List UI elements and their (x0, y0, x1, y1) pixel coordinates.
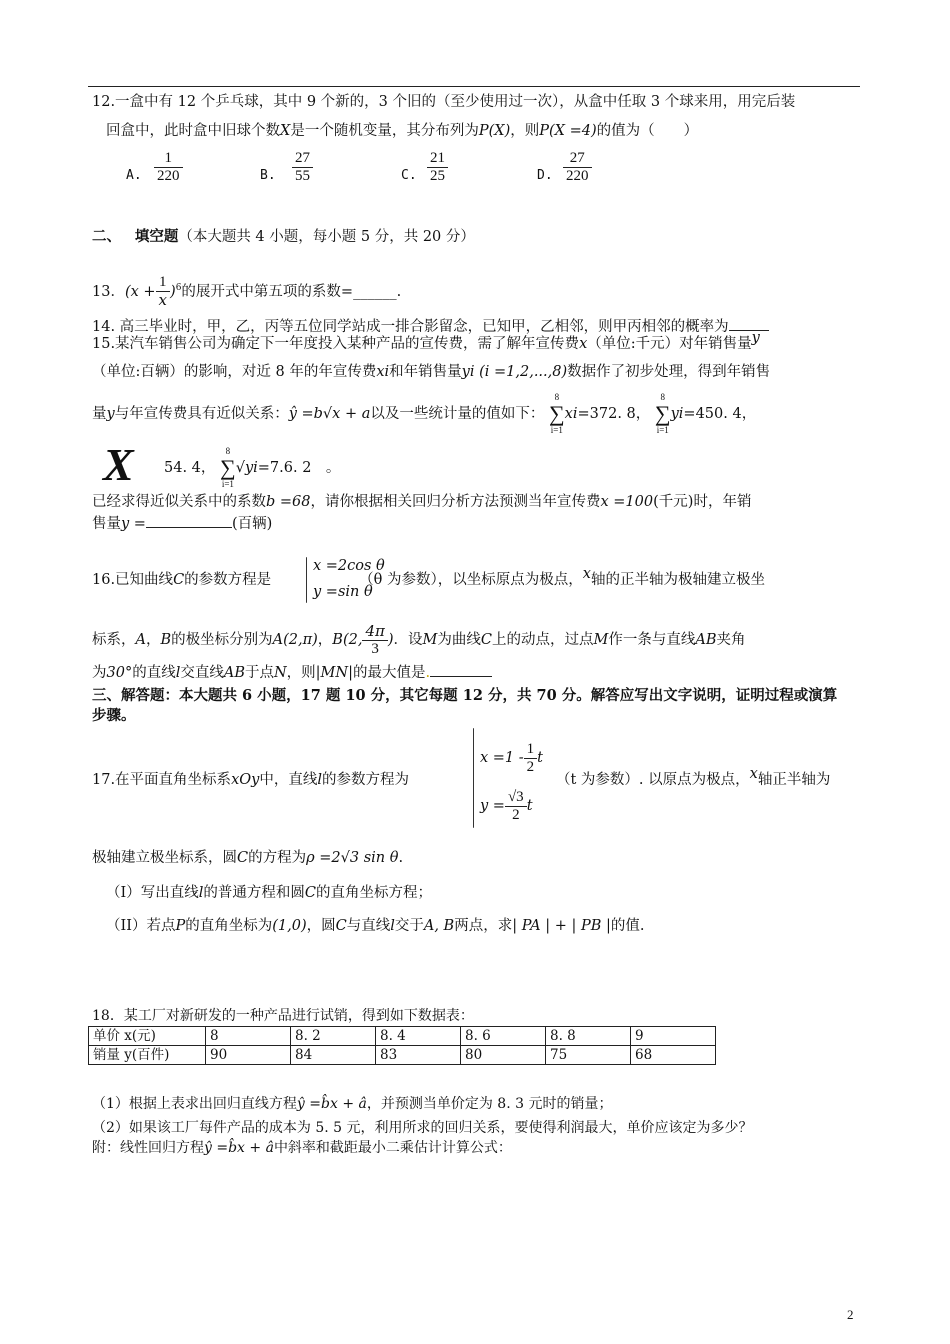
q12-line2: 回盒中，此时盒中旧球个数X是一个随机变量，其分布列为P(X)，则P(X =4)的值为（ ） (106, 123, 699, 139)
q14-answer-blank[interactable] (729, 316, 769, 331)
q15-line2: （单位:百辆）的影响，对近 8 年的年宣传费xi和年销售量yi (i =1,2,...,8)数据作了初步处理，得到年销售 (92, 364, 771, 380)
q16-line3: 为30°的直线l交直线AB于点N，则|MN|的最大值是. (92, 662, 492, 683)
q17-line1a: 17.在平面直角坐标系xOy中，直线l的参数方程为 (92, 772, 409, 788)
table-cell: 84 (291, 1046, 376, 1065)
table-cell: 9 (631, 1027, 716, 1046)
table-cell: 8. 6 (461, 1027, 546, 1046)
section3-heading-line1: 三、解答题：本大题共 6 小题，17 题 10 分，其它每题 12 分，共 70 分。解答应写出文字说明，证明过程或演算 (92, 687, 838, 704)
q16-answer-blank[interactable] (430, 662, 492, 677)
q15-line3: 量y与年宣传费具有近似关系：ŷ =b√x + a以及一些统计量的值如下： 8 ∑ i=1 xi=372. 8， 8 ∑ i=1 yi=450. 4， (92, 392, 757, 435)
table-cell: 80 (461, 1046, 546, 1065)
table-cell: 销量 y(百件) (89, 1046, 206, 1065)
table-cell: 8. 8 (546, 1027, 631, 1046)
q17-system-eq2: y = $\frac{√3}{2}$ t (480, 788, 533, 823)
q18-data-table (88, 1026, 716, 1065)
q16-system-eq1: x =2cos θ (313, 558, 385, 574)
q15-line6: 售量y = (百辆) (92, 513, 272, 534)
table-cell: 8. 4 (376, 1027, 461, 1046)
q17-line1b: （t 为参数）. 以原点为极点，x轴正半轴为 (556, 766, 831, 788)
table-cell: 68 (631, 1046, 716, 1065)
table-cell: 8 (206, 1027, 291, 1046)
q18-part2: （2）如果该工厂每件产品的成本为 5. 5 元，利用所求的回归关系，要使得利润最大，单价应该定为多少？ (92, 1120, 753, 1136)
q13-line: 13．(x + $\frac{1}{x}$ )$^6$的展开式中第五项的系数=______. (92, 274, 402, 310)
q17-line2: 极轴建立极坐标系，圆C的方程为ρ =2√3 sin θ. (92, 850, 404, 866)
table-row (89, 1046, 716, 1065)
table-cell: 75 (546, 1046, 631, 1065)
table-cell: 8. 2 (291, 1027, 376, 1046)
sum-symbol: 8 ∑ i=1 (654, 392, 671, 435)
q18-intro: 18．某工厂对新研发的一种产品进行试销，得到如下数据表： (92, 1008, 474, 1024)
big-x-symbol: X (103, 439, 134, 490)
q15-line5: 已经求得近似关系中的系数b =68，请你根据相关回归分析方法预测当年宣传费x =100(千元)时，年销 (92, 494, 752, 510)
q17-brace (473, 728, 474, 828)
q17-part2: （II）若点P的直角坐标为(1,0)，圆C与直线l交于A, B两点，求| PA | + | PB |的值. (106, 918, 645, 934)
page-number: 2 (847, 1307, 854, 1322)
table-cell: 90 (206, 1046, 291, 1065)
sum-symbol: 8 ∑ i=1 (548, 392, 565, 435)
q15-line1: 15.某汽车销售公司为确定下一年度投入某种产品的宣传费，需了解年宣传费x（单位:千元）对年销售量y (92, 330, 760, 352)
q14-line: 14. 高三毕业时，甲，乙，丙等五位同学站成一排合影留念，已知甲，乙相邻，则甲丙相邻的概率为 (92, 316, 769, 337)
table-cell: 83 (376, 1046, 461, 1065)
section2-heading: 二、 填空题（本大题共 4 小题，每小题 5 分，共 20 分） (92, 228, 475, 245)
q16-line2: 标系，A，B的极坐标分别为A(2,π)，B(2, $\frac{4\pi}{3}$ )．设M为曲线C上的动点，过点M作一条与直线AB夹角 (92, 621, 746, 657)
q12-line1: 12.一盒中有 12 个乒乓球，其中 9 个新的，3 个旧的（至少使用过一次），从盒中任取 3 个球来用，用完后装 (92, 94, 796, 110)
section3-heading-line2: 步骤。 (92, 707, 136, 724)
q18-appendix: 附：线性回归方程ŷ =b̂x + â中斜率和截距最小二乘估计计算公式： (92, 1140, 512, 1156)
q16-system-eq2: y =sin θ (313, 584, 373, 600)
q15-answer-blank[interactable] (146, 513, 232, 528)
sum-symbol: 8 ∑ i=1 (220, 446, 236, 489)
q18-part1: （1）根据上表求出回归直线方程ŷ =b̂x + â，并预测当单价定为 8. 3 元时的销量； (92, 1096, 613, 1112)
header-rule (88, 86, 860, 87)
q17-part1: （I）写出直线l的普通方程和圆C的直角坐标方程； (106, 885, 432, 901)
q16-line1: 16.已知曲线C的参数方程是 （θ 为参数），以坐标原点为极点，x轴的正半轴为极轴建立极坐 (92, 566, 765, 588)
table-cell: 单价 x(元) (89, 1027, 206, 1046)
exam-page: 12.一盒中有 12 个乒乓球，其中 9 个新的，3 个旧的（至少使用过一次），从盒中任取 3 个球来用，用完后装 回盒中，此时盒中旧球个数X是一个随机变量，其分布列为P(X)，则P(X =4)的值为（ ） A. $\frac{1}{220}$ B. $\frac{27}{55}$ C. $\frac{21}{25}$ D. $\frac{27}{220}$ 二、 填空题（本大题共 4 小题，每小题 5 分，共 20 分） 13．(x + $\frac{1}{x}$ )$^6$的展开式中第五项的系数=______. 14. 高三毕业时，甲，乙，丙等五位同学站成一排合影留念，已知甲，乙相邻，则甲丙相邻的概率为 15.某汽车销售公司为确定下一年度投入某种产品的宣传费，需了解年宣传费x（单位:千元）对年销售量y （单位:百辆）的影响，对近 8 年的年宣传费xi和年销售量yi (i =1,2,...,8)数据作了初步处理，得到年销售 量y与年宣传费具有近似关系：ŷ =b√x + a以及一些统计量的值如下： 8 ∑ i=1 xi=372. 8， 8 ∑ i=1 yi=450. 4， X 54. 4， 8 ∑ i=1 √yi=7.6. 2 。 已经求得近似关系中的系数b =68，请你根据相关回归分析方法预测当年宣传费x =100(千元)时，年销 售量y = (百辆) 16.已知曲线C的参数方程是 （θ 为参数），以坐标原点为极点，x轴的正半轴为极轴建立极坐 x =2cos θ y =sin θ 标系，A，B的极坐标分别为A(2,π)，B(2, $\frac{4\pi}{3}$ )．设M为曲线C上的动点，过点M作一条与直线AB夹角 为30°的直线l交直线AB于点N，则|MN|的最大值是. 三、解答题：本大题共 6 小题，17 题 10 分，其它每题 12 分，共 70 分。解答应写出文字说明，证明过程或演算 步骤。 x =1 - $\frac{1}{2}$ t y = $\frac{√3}{2}$ t 17.在平面直角坐标系xOy中，直线l的参数方程为 （t 为参数）. 以原点为极点，x轴正半轴为 极轴建立极坐标系，圆C的方程为ρ =2√3 sin θ. （I）写出直线l的普通方程和圆C的直角坐标方程； （II）若点P的直角坐标为(1,0)，圆C与直线l交于A, B两点，求| PA | + | PB |的值. 18．某工厂对新研发的一种产品进行试销，得到如下数据表： 单价 x(元) 8 8. 2 8. 4 8. 6 8. 8 9 销量 y(百件) 90 84 83 80 75 68 （1）根据上表求出回归直线方程ŷ =b̂x + â，并预测当单价定为 8. 3 元时的销量； （2）如果该工厂每件产品的成本为 5. 5 元，利用所求的回归关系，要使得利润最大，单价应该定为多少？ 附：线性回归方程ŷ =b̂x + â中斜率和截距最小二乘估计计算公式： 2 (0, 0, 950, 1344)
table-row (89, 1027, 716, 1046)
q17-system-eq1: x =1 - $\frac{1}{2}$ t (480, 740, 543, 775)
q15-line4: 54. 4， 8 ∑ i=1 √yi=7.6. 2 。 (164, 446, 341, 489)
